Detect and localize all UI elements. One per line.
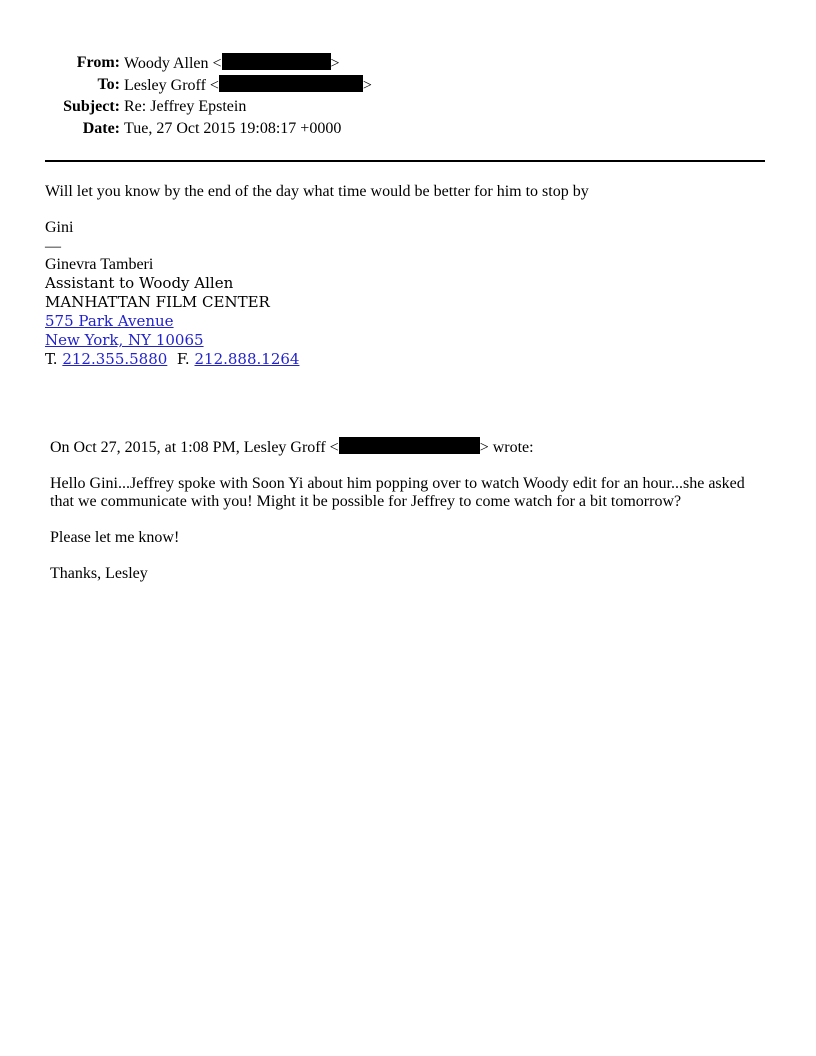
message-body [45, 182, 765, 369]
to-name: Lesley Groff < [124, 77, 219, 94]
signature-contact [45, 350, 765, 369]
signature-dash: — [45, 238, 61, 255]
to-row [45, 75, 545, 97]
date-label: Date: [82, 120, 120, 137]
header-divider [45, 160, 765, 162]
quoted-message [50, 437, 765, 583]
fax-prefix: F. [167, 350, 195, 368]
phone-prefix: T. [45, 350, 63, 368]
quote-paragraph-1: Hello Gini...Jeffrey spoke with Soon Yi about him popping over to watch Woody edit for an hour...she asked that we communicate with you! Might it be possible for Jeffrey to come watch for a bit tomorrow? [50, 475, 745, 510]
date-value: Tue, 27 Oct 2015 19:08:17 +0000 [124, 120, 342, 137]
address-link-city[interactable]: New York, NY 10065 [45, 331, 204, 349]
quote-paragraph-2: Please let me know! [50, 529, 180, 546]
to-label: To: [97, 76, 120, 93]
redaction-block [339, 437, 480, 454]
fax-link[interactable]: 212.888.1264 [194, 350, 300, 368]
from-value [124, 53, 340, 74]
signature-title: Assistant to Woody Allen [45, 274, 234, 292]
signature-address-line1 [45, 312, 765, 331]
message-text: Will let you know by the end of the day what time would be better for him to stop by [45, 183, 589, 200]
quote-intro-start: On Oct 27, 2015, at 1:08 PM, Lesley Groff < [50, 439, 339, 456]
email-header [45, 53, 545, 141]
redaction-block [219, 75, 363, 92]
to-value [124, 75, 372, 96]
address-link-street[interactable]: 575 Park Avenue [45, 312, 174, 330]
signature-address-line2 [45, 331, 765, 350]
subject-value: Re: Jeffrey Epstein [124, 98, 247, 115]
date-row [45, 119, 545, 141]
to-close: > [362, 77, 372, 94]
subject-label: Subject: [63, 98, 120, 115]
signature-name: Ginevra Tamberi [45, 256, 154, 273]
from-name: Woody Allen < [124, 55, 222, 72]
signoff: Gini [45, 219, 74, 236]
quote-paragraph-3: Thanks, Lesley [50, 565, 148, 582]
quote-intro [50, 437, 765, 457]
from-close: > [330, 55, 340, 72]
from-row [45, 53, 545, 75]
redaction-block [222, 53, 331, 70]
phone-link[interactable]: 212.355.5880 [62, 350, 168, 368]
quote-intro-end: > wrote: [479, 439, 534, 456]
from-label: From: [76, 54, 120, 71]
subject-row [45, 97, 545, 119]
signature-company: MANHATTAN FILM CENTER [45, 293, 270, 311]
